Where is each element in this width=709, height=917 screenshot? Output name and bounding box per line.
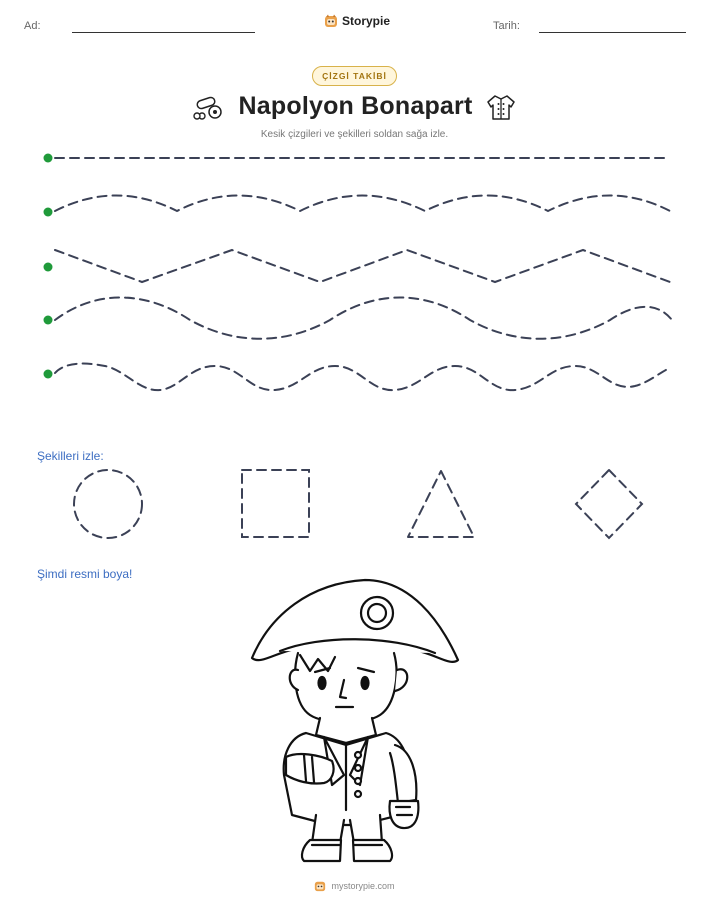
cannon-icon [193,93,225,121]
name-label: Ad: [24,20,41,32]
start-dot [44,316,53,325]
trace-shapes [0,460,709,550]
storypie-mascot-icon [314,880,326,892]
activity-badge: ÇİZGİ TAKİBİ [312,66,397,86]
footer [314,880,394,892]
trace-shape-triangle[interactable] [408,471,474,537]
footer-url[interactable]: mystorypie.com [331,881,395,891]
tracing-lines [0,140,709,400]
trace-line-zigzag[interactable] [55,250,670,282]
name-line[interactable] [72,32,255,33]
trace-line-wave[interactable] [55,298,672,339]
date-label: Tarih: [493,20,520,32]
trace-shape-diamond[interactable] [576,470,642,538]
page-title: Napolyon Bonapart [238,92,473,120]
start-dot [44,208,53,217]
napoleon-coloring-drawing[interactable] [240,575,470,865]
date-line[interactable] [539,32,686,33]
brand-logo [324,14,390,28]
start-dot [44,263,53,272]
coloring-section-label: Şimdi resmi boya! [37,567,133,581]
trace-line-bumpy-wave[interactable] [55,364,670,391]
instructions: Kesik çizgileri ve şekilleri soldan sağa izle. [260,129,449,140]
uniform-coat-icon [486,93,516,121]
brand-name: Storypie [342,14,391,28]
trace-shape-circle[interactable] [74,470,142,538]
start-dot [44,370,53,379]
start-dot [44,154,53,163]
shapes-section-label: Şekilleri izle: [37,449,104,463]
storypie-mascot-icon [324,14,338,28]
trace-shape-square[interactable] [242,470,309,537]
trace-line-gentle-wave[interactable] [55,196,670,212]
